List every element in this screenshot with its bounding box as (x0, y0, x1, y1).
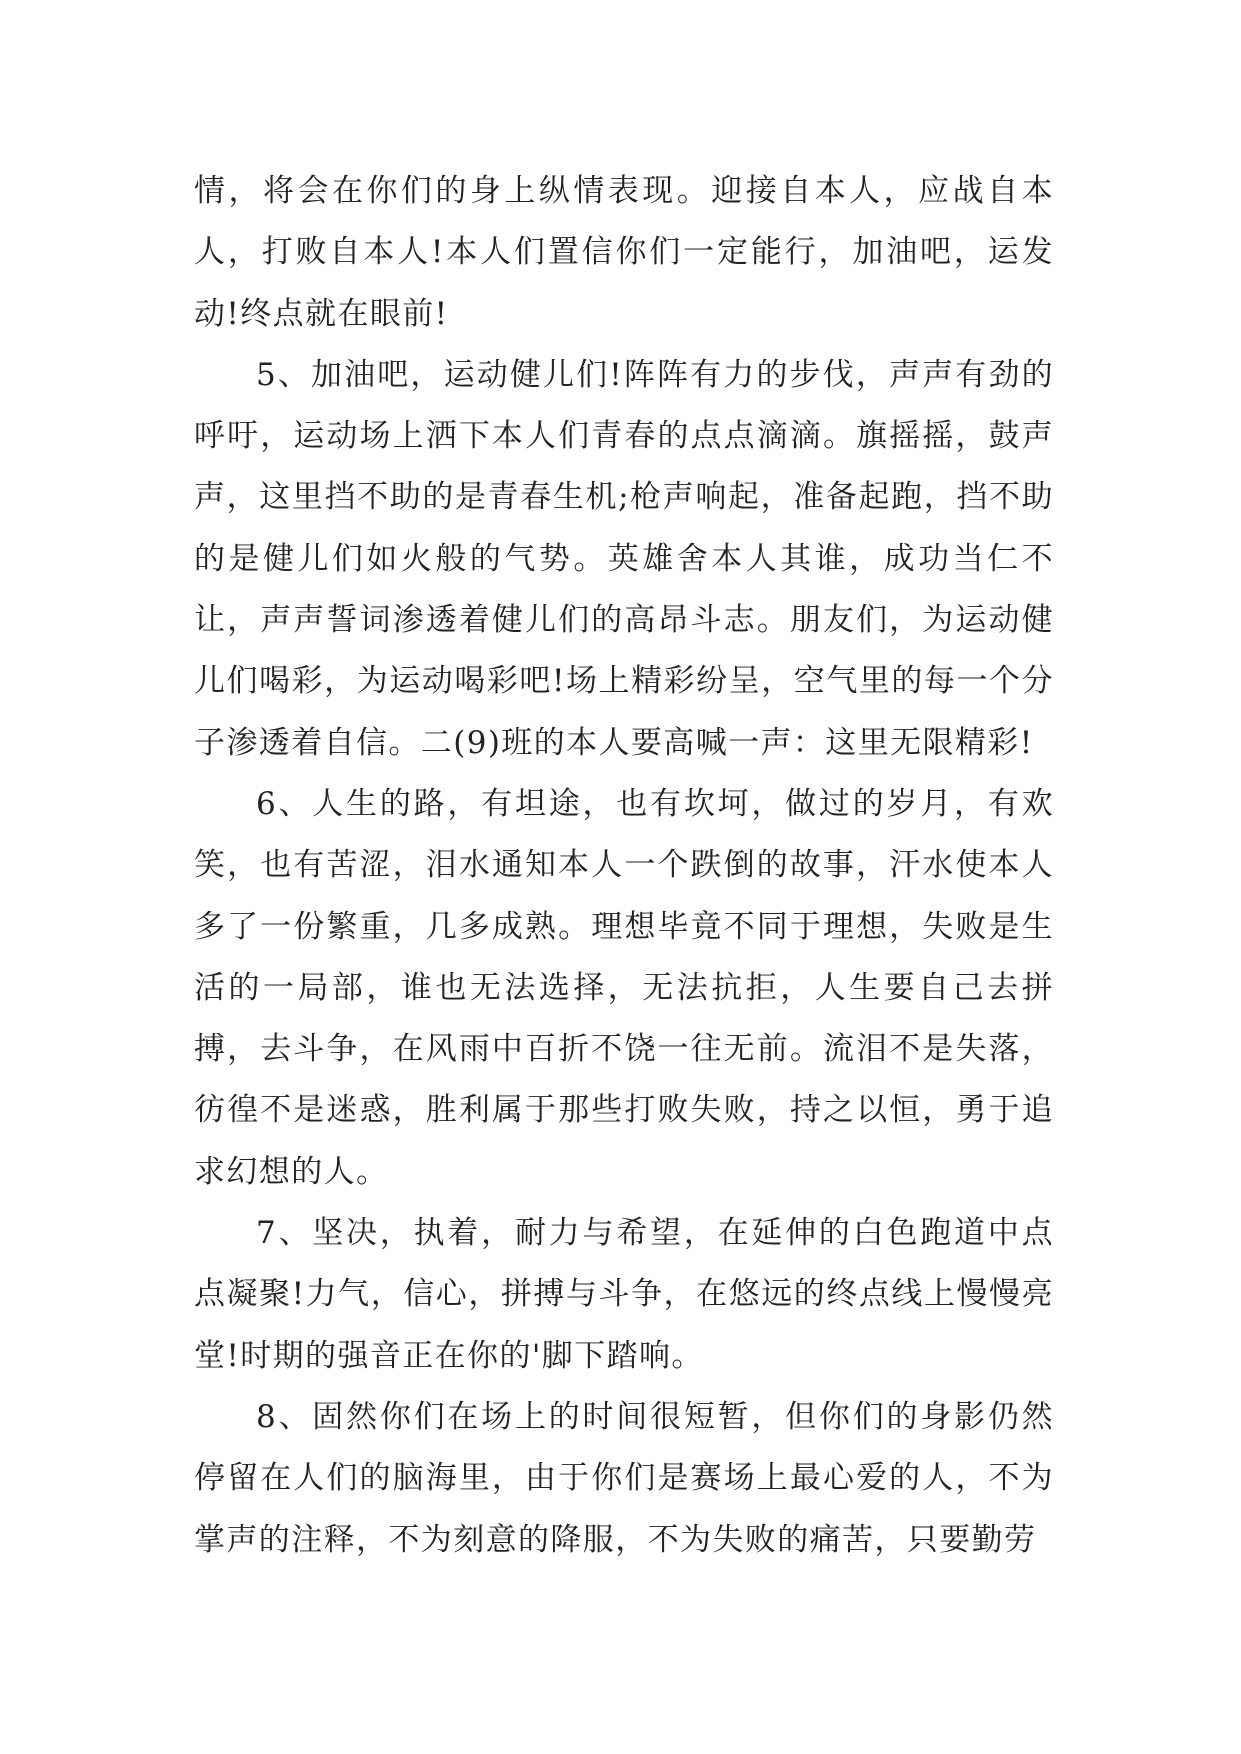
paragraph-8: 8、固然你们在场上的时间很短暂，但你们的身影仍然停留在人们的脑海里，由于你们是赛场上最心爱的人，不为掌声的注释，不为刻意的降服，不为失败的痛苦，只要勤劳 (194, 1398, 1054, 1558)
document-body (194, 161, 1054, 1571)
paragraph-5: 5、加油吧，运动健儿们!阵阵有力的步伐，声声有劲的呼吁，运动场上洒下本人们青春的点点滴滴。旗摇摇，鼓声声，这里挡不助的是青春生机;枪声响起，准备起跑，挡不助的是健儿们如火般的气势。英雄舍本人其谁，成功当仁不让，声声誓词渗透着健儿们的高昂斗志。朋友们，为运动健儿们喝彩，为运动喝彩吧!场上精彩纷呈，空气里的每一个分子渗透着自信。二(9)班的本人要高喊一声：这里无限精彩! (194, 356, 1054, 761)
paragraph-continued: 情，将会在你们的身上纵情表现。迎接自本人，应战自本人，打败自本人!本人们置信你们一定能行，加油吧，运发动!终点就在眼前! (194, 173, 1054, 332)
paragraph-6: 6、人生的路，有坦途，也有坎坷，做过的岁月，有欢笑，也有苦涩，泪水通知本人一个跌倒的故事，汗水使本人多了一份繁重，几多成熟。理想毕竟不同于理想，失败是生活的一局部，谁也无法选择，无法抗拒，人生要自己去拼搏，去斗争，在风雨中百折不饶一往无前。流泪不是失落，彷徨不是迷惑，胜利属于那些打败失败，持之以恒，勇于追求幻想的人。 (194, 785, 1054, 1190)
paragraph-7: 7、坚决，执着，耐力与希望，在延伸的白色跑道中点点凝聚!力气，信心，拼搏与斗争，在悠远的终点线上慢慢亮堂!时期的强音正在你的'脚下踏响。 (194, 1215, 1054, 1374)
